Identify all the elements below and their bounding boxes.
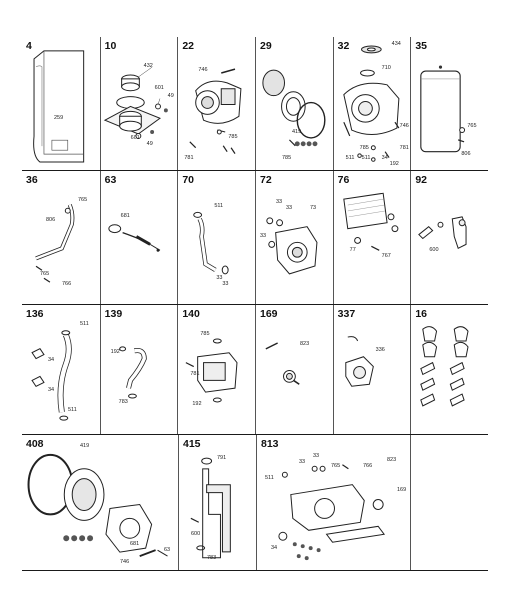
part-number: 136 bbox=[26, 308, 44, 320]
callout-label: 783 bbox=[207, 555, 217, 561]
callout-label: 33 bbox=[222, 281, 229, 287]
part-number: 72 bbox=[260, 174, 272, 186]
part-cell-92 bbox=[410, 171, 488, 304]
callout-label: 765 bbox=[78, 197, 88, 203]
part-cell-22 bbox=[177, 37, 255, 170]
part-cell-169 bbox=[255, 305, 333, 434]
part-number: 35 bbox=[415, 40, 428, 52]
callout-label: 33 bbox=[276, 199, 283, 205]
part-cell-408 bbox=[22, 435, 178, 570]
part-cell-10 bbox=[100, 37, 178, 170]
callout-label: 169 bbox=[397, 487, 407, 493]
part-number: 32 bbox=[337, 40, 350, 52]
gas-valve-drawing bbox=[178, 305, 255, 434]
callout-label: 710 bbox=[381, 65, 391, 71]
part-cell-35 bbox=[410, 37, 488, 170]
callout-label: 33 bbox=[286, 205, 293, 211]
callout-label: 511 bbox=[345, 155, 355, 161]
part-number: 415 bbox=[183, 438, 201, 450]
part-number: 16 bbox=[415, 308, 428, 320]
callout-label: 783 bbox=[118, 399, 128, 405]
callout-label: 33 bbox=[313, 453, 320, 459]
part-cell-72 bbox=[255, 171, 333, 304]
callout-label: 785 bbox=[228, 134, 238, 140]
callout-label: 766 bbox=[363, 463, 373, 469]
callout-label: 785 bbox=[282, 155, 292, 161]
callout-label: 34 bbox=[381, 155, 388, 161]
pipe-drawing bbox=[22, 171, 100, 304]
part-cell-140 bbox=[177, 305, 255, 434]
callout-label: 823 bbox=[387, 457, 397, 463]
part-number: 22 bbox=[182, 40, 195, 52]
callout-label: 73 bbox=[310, 205, 317, 211]
part-cell-29 bbox=[255, 37, 333, 170]
callout-label: 600 bbox=[429, 247, 439, 253]
part-number: 10 bbox=[104, 40, 117, 52]
part-cell-empty bbox=[410, 435, 488, 570]
callout-label: 34 bbox=[271, 545, 278, 551]
callout-label: 63 bbox=[164, 547, 171, 553]
part-cell-4 bbox=[22, 37, 100, 170]
callout-label: 765 bbox=[331, 463, 341, 469]
expansion-vessel-drawing bbox=[411, 37, 488, 170]
callout-label: 34 bbox=[48, 357, 55, 363]
callout-label: 192 bbox=[389, 161, 399, 167]
part-cell-136 bbox=[22, 305, 100, 434]
callout-label: 511 bbox=[80, 321, 89, 327]
callout-label: 511 bbox=[214, 203, 224, 209]
callout-label: 259 bbox=[54, 115, 64, 121]
callout-label: 823 bbox=[300, 341, 310, 347]
callout-label: 781 bbox=[190, 371, 200, 377]
callout-label: 511 bbox=[361, 155, 371, 161]
clips-set-drawing bbox=[411, 305, 488, 434]
callout-label: 49 bbox=[167, 93, 174, 99]
callout-label: 434 bbox=[391, 41, 401, 47]
callout-label: 601 bbox=[154, 85, 164, 91]
callout-label: 785 bbox=[200, 331, 210, 337]
callout-label: 33 bbox=[260, 233, 267, 239]
callout-label: 785 bbox=[359, 145, 369, 151]
callout-label: 746 bbox=[399, 123, 409, 129]
callout-label: 781 bbox=[399, 145, 409, 151]
part-number: 29 bbox=[260, 40, 272, 52]
part-cell-415 bbox=[178, 435, 256, 570]
part-cell-70 bbox=[177, 171, 255, 304]
callout-label: 765 bbox=[467, 123, 477, 129]
parts-row bbox=[22, 435, 488, 571]
part-number: 140 bbox=[182, 308, 200, 320]
part-number: 813 bbox=[261, 438, 279, 450]
electrode-drawing bbox=[101, 171, 178, 304]
part-cell-813 bbox=[256, 435, 410, 570]
safety-valve-drawing bbox=[411, 171, 488, 304]
callout-label: 49 bbox=[146, 141, 153, 147]
callout-label: 681 bbox=[130, 541, 140, 547]
part-number: 36 bbox=[26, 174, 38, 186]
fan-assembly-drawing bbox=[178, 37, 255, 170]
callout-label: 746 bbox=[198, 67, 208, 73]
hydraulic-assembly-drawing bbox=[257, 435, 410, 570]
callout-label: 192 bbox=[110, 349, 120, 355]
part-cell-337 bbox=[333, 305, 411, 434]
part-number: 408 bbox=[26, 438, 44, 450]
callout-label: 601 bbox=[130, 135, 140, 141]
callout-label: 33 bbox=[299, 459, 306, 465]
part-number: 169 bbox=[260, 308, 278, 320]
flow-pipe-drawing bbox=[178, 171, 255, 304]
callout-label: 77 bbox=[349, 247, 356, 253]
callout-label: 681 bbox=[120, 213, 130, 219]
callout-label: 33 bbox=[216, 275, 223, 281]
part-cell-32 bbox=[333, 37, 411, 170]
callout-label: 511 bbox=[265, 475, 274, 481]
plate-heat-exchanger-drawing bbox=[334, 171, 411, 304]
parts-row bbox=[22, 171, 488, 305]
burner-door-drawing bbox=[22, 435, 178, 570]
part-cell-16 bbox=[410, 305, 488, 434]
callout-label: 192 bbox=[192, 401, 202, 407]
actuator-drawing bbox=[334, 305, 411, 434]
part-number: 4 bbox=[26, 40, 32, 52]
callout-label: 767 bbox=[381, 253, 391, 259]
front-cover-drawing bbox=[22, 37, 100, 170]
part-number: 76 bbox=[337, 174, 350, 186]
flue-adapter-drawing bbox=[101, 37, 178, 170]
callout-label: 511 bbox=[68, 407, 77, 413]
callout-label: 791 bbox=[217, 455, 227, 461]
callout-label: 419 bbox=[80, 443, 90, 449]
part-number: 63 bbox=[104, 174, 117, 186]
callout-label: 432 bbox=[143, 63, 153, 69]
callout-label: 336 bbox=[375, 347, 385, 353]
callout-label: 765 bbox=[40, 271, 50, 277]
callout-label: 600 bbox=[191, 531, 201, 537]
hydraulic-block-drawing bbox=[256, 171, 333, 304]
part-number: 139 bbox=[104, 308, 123, 320]
callout-label: 746 bbox=[120, 559, 130, 565]
part-number: 70 bbox=[182, 174, 195, 186]
sensor-drawing bbox=[256, 305, 333, 434]
callout-label: 766 bbox=[62, 281, 72, 287]
part-cell-76 bbox=[333, 171, 411, 304]
part-number: 337 bbox=[337, 308, 356, 320]
callout-label: 419 bbox=[292, 129, 302, 135]
burner-seals-drawing bbox=[256, 37, 333, 170]
part-cell-36 bbox=[22, 171, 100, 304]
callout-label: 781 bbox=[184, 155, 194, 161]
parts-grid bbox=[22, 37, 488, 571]
callout-label: 34 bbox=[48, 387, 55, 393]
part-cell-139 bbox=[100, 305, 178, 434]
parts-row bbox=[22, 37, 488, 171]
part-number: 92 bbox=[415, 174, 428, 186]
callout-label: 806 bbox=[46, 217, 56, 223]
callout-label: 806 bbox=[461, 151, 471, 157]
part-cell-63 bbox=[100, 171, 178, 304]
elbow-pipe-drawing bbox=[101, 305, 178, 434]
parts-row bbox=[22, 305, 488, 435]
